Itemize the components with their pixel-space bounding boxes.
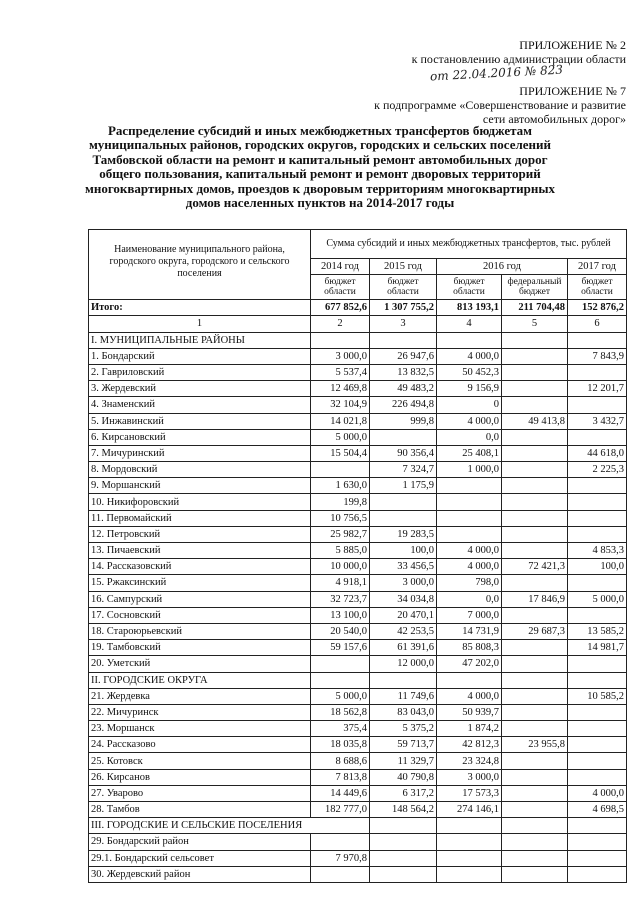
value-cell: 10 000,0 (311, 559, 370, 575)
value-cell: 9 156,9 (437, 381, 502, 397)
value-cell: 226 494,8 (370, 397, 437, 413)
row-name: 14. Рассказовский (89, 559, 311, 575)
table-row (89, 478, 627, 494)
column-number-row (89, 316, 627, 332)
value-cell: 3 000,0 (437, 769, 502, 785)
value-cell (502, 802, 568, 818)
value-cell (502, 510, 568, 526)
value-cell: 90 356,4 (370, 445, 437, 461)
value-cell: 7 813,8 (311, 769, 370, 785)
column-number: 2 (311, 316, 370, 332)
table-row (89, 381, 627, 397)
value-cell: 25 982,7 (311, 526, 370, 542)
value-cell: 17 846,9 (502, 591, 568, 607)
section-row (89, 332, 627, 348)
value-cell: 26 947,6 (370, 348, 437, 364)
table-row (89, 575, 627, 591)
row-name: 28. Тамбов (89, 802, 311, 818)
section-title: III. ГОРОДСКИЕ И СЕЛЬСКИЕ ПОСЕЛЕНИЯ (89, 818, 370, 834)
row-name: 10. Никифоровский (89, 494, 311, 510)
value-cell (502, 769, 568, 785)
column-number: 4 (437, 316, 502, 332)
value-cell (568, 672, 627, 688)
table-row (89, 753, 627, 769)
row-name: 21. Жердевка (89, 688, 311, 704)
sub-header-federal: федеральный бюджет (502, 275, 568, 300)
row-name: 19. Тамбовский (89, 640, 311, 656)
value-cell (502, 753, 568, 769)
value-cell: 14 731,9 (437, 623, 502, 639)
total-value: 677 852,6 (311, 300, 370, 316)
value-cell (568, 818, 627, 834)
column-number: 6 (568, 316, 627, 332)
value-cell: 4 698,5 (568, 802, 627, 818)
value-cell: 14 021,8 (311, 413, 370, 429)
appendix-7-line-1: к подпрограмме «Совершенствование и развитие (374, 98, 626, 112)
value-cell (502, 688, 568, 704)
table-row (89, 785, 627, 801)
value-cell (437, 850, 502, 866)
table-row (89, 559, 627, 575)
value-cell (311, 332, 370, 348)
table-row (89, 688, 627, 704)
value-cell: 72 421,3 (502, 559, 568, 575)
value-cell (568, 429, 627, 445)
value-cell: 4 853,3 (568, 543, 627, 559)
value-cell: 5 537,4 (311, 364, 370, 380)
appendix-2-block (412, 38, 626, 66)
value-cell (370, 494, 437, 510)
row-name: 9. Моршанский (89, 478, 311, 494)
table-row (89, 429, 627, 445)
appendix-7-title: ПРИЛОЖЕНИЕ № 7 (519, 84, 626, 98)
row-name: 5. Инжавинский (89, 413, 311, 429)
table-row (89, 494, 627, 510)
row-name: 2. Гавриловский (89, 364, 311, 380)
value-cell (502, 672, 568, 688)
value-cell (502, 866, 568, 882)
sub-header-regional: бюджет области (311, 275, 370, 300)
value-cell (502, 607, 568, 623)
value-cell (370, 332, 437, 348)
value-cell: 182 777,0 (311, 802, 370, 818)
table-row (89, 850, 627, 866)
value-cell (568, 575, 627, 591)
row-name: 7. Мичуринский (89, 445, 311, 461)
value-cell: 4 000,0 (437, 543, 502, 559)
table-row (89, 769, 627, 785)
value-cell (311, 834, 370, 850)
value-cell (370, 834, 437, 850)
value-cell (502, 575, 568, 591)
row-name: 8. Мордовский (89, 462, 311, 478)
table-row (89, 462, 627, 478)
table-row (89, 526, 627, 542)
value-cell: 100,0 (370, 543, 437, 559)
row-name: 13. Пичаевский (89, 543, 311, 559)
value-cell: 5 885,0 (311, 543, 370, 559)
value-cell (568, 364, 627, 380)
value-cell: 5 000,0 (568, 591, 627, 607)
total-row (89, 300, 627, 316)
value-cell: 1 874,2 (437, 721, 502, 737)
value-cell (568, 656, 627, 672)
value-cell (370, 818, 437, 834)
table-row (89, 591, 627, 607)
value-cell: 18 035,8 (311, 737, 370, 753)
value-cell (568, 494, 627, 510)
value-cell: 49 483,2 (370, 381, 437, 397)
value-cell (437, 332, 502, 348)
value-cell: 0,0 (437, 429, 502, 445)
value-cell (437, 834, 502, 850)
value-cell (502, 818, 568, 834)
value-cell (502, 834, 568, 850)
value-cell: 5 000,0 (311, 429, 370, 445)
value-cell: 20 470,1 (370, 607, 437, 623)
table-row (89, 607, 627, 623)
value-cell (568, 478, 627, 494)
value-cell: 61 391,6 (370, 640, 437, 656)
value-cell (502, 494, 568, 510)
year-header-2014: 2014 год (311, 259, 370, 275)
row-name: 11. Первомайский (89, 510, 311, 526)
value-cell: 59 157,6 (311, 640, 370, 656)
value-cell: 50 452,3 (437, 364, 502, 380)
value-cell: 2 225,3 (568, 462, 627, 478)
value-cell (568, 866, 627, 882)
total-value: 1 307 755,2 (370, 300, 437, 316)
value-cell: 7 843,9 (568, 348, 627, 364)
value-cell: 3 432,7 (568, 413, 627, 429)
row-name: 23. Моршанск (89, 721, 311, 737)
value-cell (502, 364, 568, 380)
table-row (89, 866, 627, 882)
value-cell (568, 332, 627, 348)
value-cell: 4 000,0 (437, 413, 502, 429)
value-cell (568, 850, 627, 866)
value-cell: 8 688,6 (311, 753, 370, 769)
value-cell (502, 526, 568, 542)
value-cell: 11 749,6 (370, 688, 437, 704)
total-value: 813 193,1 (437, 300, 502, 316)
total-value: 211 704,48 (502, 300, 568, 316)
row-name: 15. Ржаксинский (89, 575, 311, 591)
value-cell: 4 918,1 (311, 575, 370, 591)
value-cell: 15 504,4 (311, 445, 370, 461)
sub-header-regional: бюджет области (568, 275, 627, 300)
row-name: 22. Мичуринск (89, 704, 311, 720)
row-name: 18. Староюрьевский (89, 623, 311, 639)
value-cell (568, 834, 627, 850)
value-cell: 47 202,0 (437, 656, 502, 672)
value-cell: 34 034,8 (370, 591, 437, 607)
row-name: 3. Жердевский (89, 381, 311, 397)
title-line: домов населенных пунктов на 2014-2017 годы (185, 195, 455, 211)
value-cell: 5 000,0 (311, 688, 370, 704)
section-row (89, 818, 627, 834)
value-cell: 12 000,0 (370, 656, 437, 672)
value-cell: 12 201,7 (568, 381, 627, 397)
value-cell (502, 381, 568, 397)
title-line: Распределение субсидий и иных межбюджетных трансфертов бюджетам (107, 123, 533, 138)
value-cell: 59 713,7 (370, 737, 437, 753)
title-line: многоквартирных домов, проездов к дворовым территориям многоквартирных (84, 180, 556, 196)
subsidy-distribution-table (88, 229, 627, 883)
value-cell: 1 175,9 (370, 478, 437, 494)
value-cell (502, 721, 568, 737)
table-row (89, 640, 627, 656)
table-row (89, 364, 627, 380)
value-cell (502, 462, 568, 478)
value-cell: 6 317,2 (370, 785, 437, 801)
row-name: 29.1. Бондарский сельсовет (89, 850, 311, 866)
value-cell: 20 540,0 (311, 623, 370, 639)
row-name: 12. Петровский (89, 526, 311, 542)
value-cell: 199,8 (311, 494, 370, 510)
value-cell (502, 850, 568, 866)
value-cell (568, 753, 627, 769)
row-name: 25. Котовск (89, 753, 311, 769)
value-cell: 148 564,2 (370, 802, 437, 818)
value-cell: 42 812,3 (437, 737, 502, 753)
value-cell (437, 478, 502, 494)
value-cell: 274 146,1 (437, 802, 502, 818)
table-row (89, 445, 627, 461)
row-name: 6. Кирсановский (89, 429, 311, 445)
table-row (89, 834, 627, 850)
sub-header-regional: бюджет области (370, 275, 437, 300)
value-cell (568, 737, 627, 753)
column-number: 3 (370, 316, 437, 332)
value-cell (502, 445, 568, 461)
value-cell (502, 478, 568, 494)
value-cell: 0 (437, 397, 502, 413)
value-cell: 23 955,8 (502, 737, 568, 753)
value-cell (437, 672, 502, 688)
value-cell: 13 585,2 (568, 623, 627, 639)
value-cell: 7 970,8 (311, 850, 370, 866)
row-name: 16. Сампурский (89, 591, 311, 607)
column-number: 1 (89, 316, 311, 332)
value-cell (437, 526, 502, 542)
value-cell (370, 672, 437, 688)
value-cell: 19 283,5 (370, 526, 437, 542)
table-row (89, 348, 627, 364)
value-cell: 10 585,2 (568, 688, 627, 704)
value-cell: 11 329,7 (370, 753, 437, 769)
value-cell: 0,0 (437, 591, 502, 607)
value-cell: 44 618,0 (568, 445, 627, 461)
value-cell: 10 756,5 (311, 510, 370, 526)
row-name: 27. Уварово (89, 785, 311, 801)
value-cell (370, 866, 437, 882)
appendix-2-subtitle: к постановлению администрации области (411, 52, 626, 66)
value-cell (502, 429, 568, 445)
value-cell: 85 808,3 (437, 640, 502, 656)
year-header-2016: 2016 год (437, 259, 568, 275)
table-row (89, 510, 627, 526)
value-cell (502, 332, 568, 348)
value-cell (311, 672, 370, 688)
section-title: II. ГОРОДСКИЕ ОКРУГА (89, 672, 311, 688)
value-cell: 5 375,2 (370, 721, 437, 737)
value-cell (502, 543, 568, 559)
value-cell: 14 449,6 (311, 785, 370, 801)
handwritten-date-number: от 22.04.2016 № 823 (429, 62, 564, 84)
value-cell: 100,0 (568, 559, 627, 575)
value-cell (568, 607, 627, 623)
value-cell: 40 790,8 (370, 769, 437, 785)
value-cell: 32 104,9 (311, 397, 370, 413)
value-cell: 7 324,7 (370, 462, 437, 478)
table-row (89, 397, 627, 413)
value-cell: 13 832,5 (370, 364, 437, 380)
value-cell: 7 000,0 (437, 607, 502, 623)
value-cell (502, 656, 568, 672)
row-name: 17. Сосновский (89, 607, 311, 623)
value-cell: 17 573,3 (437, 785, 502, 801)
col-header-name: Наименование муниципального района, городского округа, городского и сельского поселения (89, 230, 311, 300)
value-cell: 1 000,0 (437, 462, 502, 478)
value-cell: 49 413,8 (502, 413, 568, 429)
value-cell: 29 687,3 (502, 623, 568, 639)
appendix-7-block (374, 84, 626, 126)
value-cell: 1 630,0 (311, 478, 370, 494)
value-cell: 4 000,0 (568, 785, 627, 801)
document-title (40, 124, 600, 210)
value-cell: 3 000,0 (311, 348, 370, 364)
value-cell (437, 510, 502, 526)
value-cell: 14 981,7 (568, 640, 627, 656)
table-row (89, 543, 627, 559)
value-cell: 42 253,5 (370, 623, 437, 639)
value-cell (568, 526, 627, 542)
row-name: 30. Жердевский район (89, 866, 311, 882)
value-cell: 798,0 (437, 575, 502, 591)
row-name: 29. Бондарский район (89, 834, 311, 850)
table-row (89, 721, 627, 737)
value-cell: 4 000,0 (437, 348, 502, 364)
appendix-7-line-2: сети автомобильных дорог» (482, 112, 626, 126)
sub-header-regional: бюджет области (437, 275, 502, 300)
value-cell: 25 408,1 (437, 445, 502, 461)
value-cell (311, 656, 370, 672)
table-row (89, 413, 627, 429)
value-cell: 50 939,7 (437, 704, 502, 720)
value-cell (437, 494, 502, 510)
value-cell (502, 785, 568, 801)
table-row (89, 802, 627, 818)
total-label: Итого: (89, 300, 311, 316)
value-cell (370, 429, 437, 445)
title-line: муниципальных районов, городских округов, городских и сельских поселений (88, 137, 552, 153)
row-name: 20. Уметский (89, 656, 311, 672)
value-cell (437, 818, 502, 834)
value-cell: 13 100,0 (311, 607, 370, 623)
value-cell: 4 000,0 (437, 688, 502, 704)
table-row (89, 737, 627, 753)
value-cell (502, 704, 568, 720)
value-cell (437, 866, 502, 882)
value-cell (568, 397, 627, 413)
value-cell (502, 640, 568, 656)
row-name: 26. Кирсанов (89, 769, 311, 785)
year-header-2015: 2015 год (370, 259, 437, 275)
table-row (89, 656, 627, 672)
col-header-sum: Сумма субсидий и иных межбюджетных трансфертов, тыс. рублей (311, 230, 627, 259)
value-cell (568, 769, 627, 785)
year-header-2017: 2017 год (568, 259, 627, 275)
value-cell: 3 000,0 (370, 575, 437, 591)
value-cell (370, 510, 437, 526)
value-cell (370, 850, 437, 866)
value-cell: 83 043,0 (370, 704, 437, 720)
value-cell (502, 348, 568, 364)
section-row (89, 672, 627, 688)
row-name: 24. Рассказово (89, 737, 311, 753)
value-cell (311, 462, 370, 478)
value-cell: 4 000,0 (437, 559, 502, 575)
column-number: 5 (502, 316, 568, 332)
value-cell: 12 469,8 (311, 381, 370, 397)
value-cell (568, 704, 627, 720)
value-cell (311, 866, 370, 882)
value-cell (568, 721, 627, 737)
row-name: 4. Знаменский (89, 397, 311, 413)
value-cell: 999,8 (370, 413, 437, 429)
value-cell: 23 324,8 (437, 753, 502, 769)
value-cell (568, 510, 627, 526)
appendix-2-title: ПРИЛОЖЕНИЕ № 2 (519, 38, 626, 52)
value-cell (502, 397, 568, 413)
value-cell: 32 723,7 (311, 591, 370, 607)
table-row (89, 704, 627, 720)
value-cell: 375,4 (311, 721, 370, 737)
title-line: общего пользования, капитальный ремонт и ремонт дворовых территорий (99, 166, 541, 182)
row-name: 1. Бондарский (89, 348, 311, 364)
value-cell: 33 456,5 (370, 559, 437, 575)
title-line: Тамбовской области на ремонт и капитальный ремонт автомобильных дорог (92, 151, 548, 167)
value-cell: 18 562,8 (311, 704, 370, 720)
section-title: I. МУНИЦИПАЛЬНЫЕ РАЙОНЫ (89, 332, 311, 348)
total-value: 152 876,2 (568, 300, 627, 316)
table-row (89, 623, 627, 639)
